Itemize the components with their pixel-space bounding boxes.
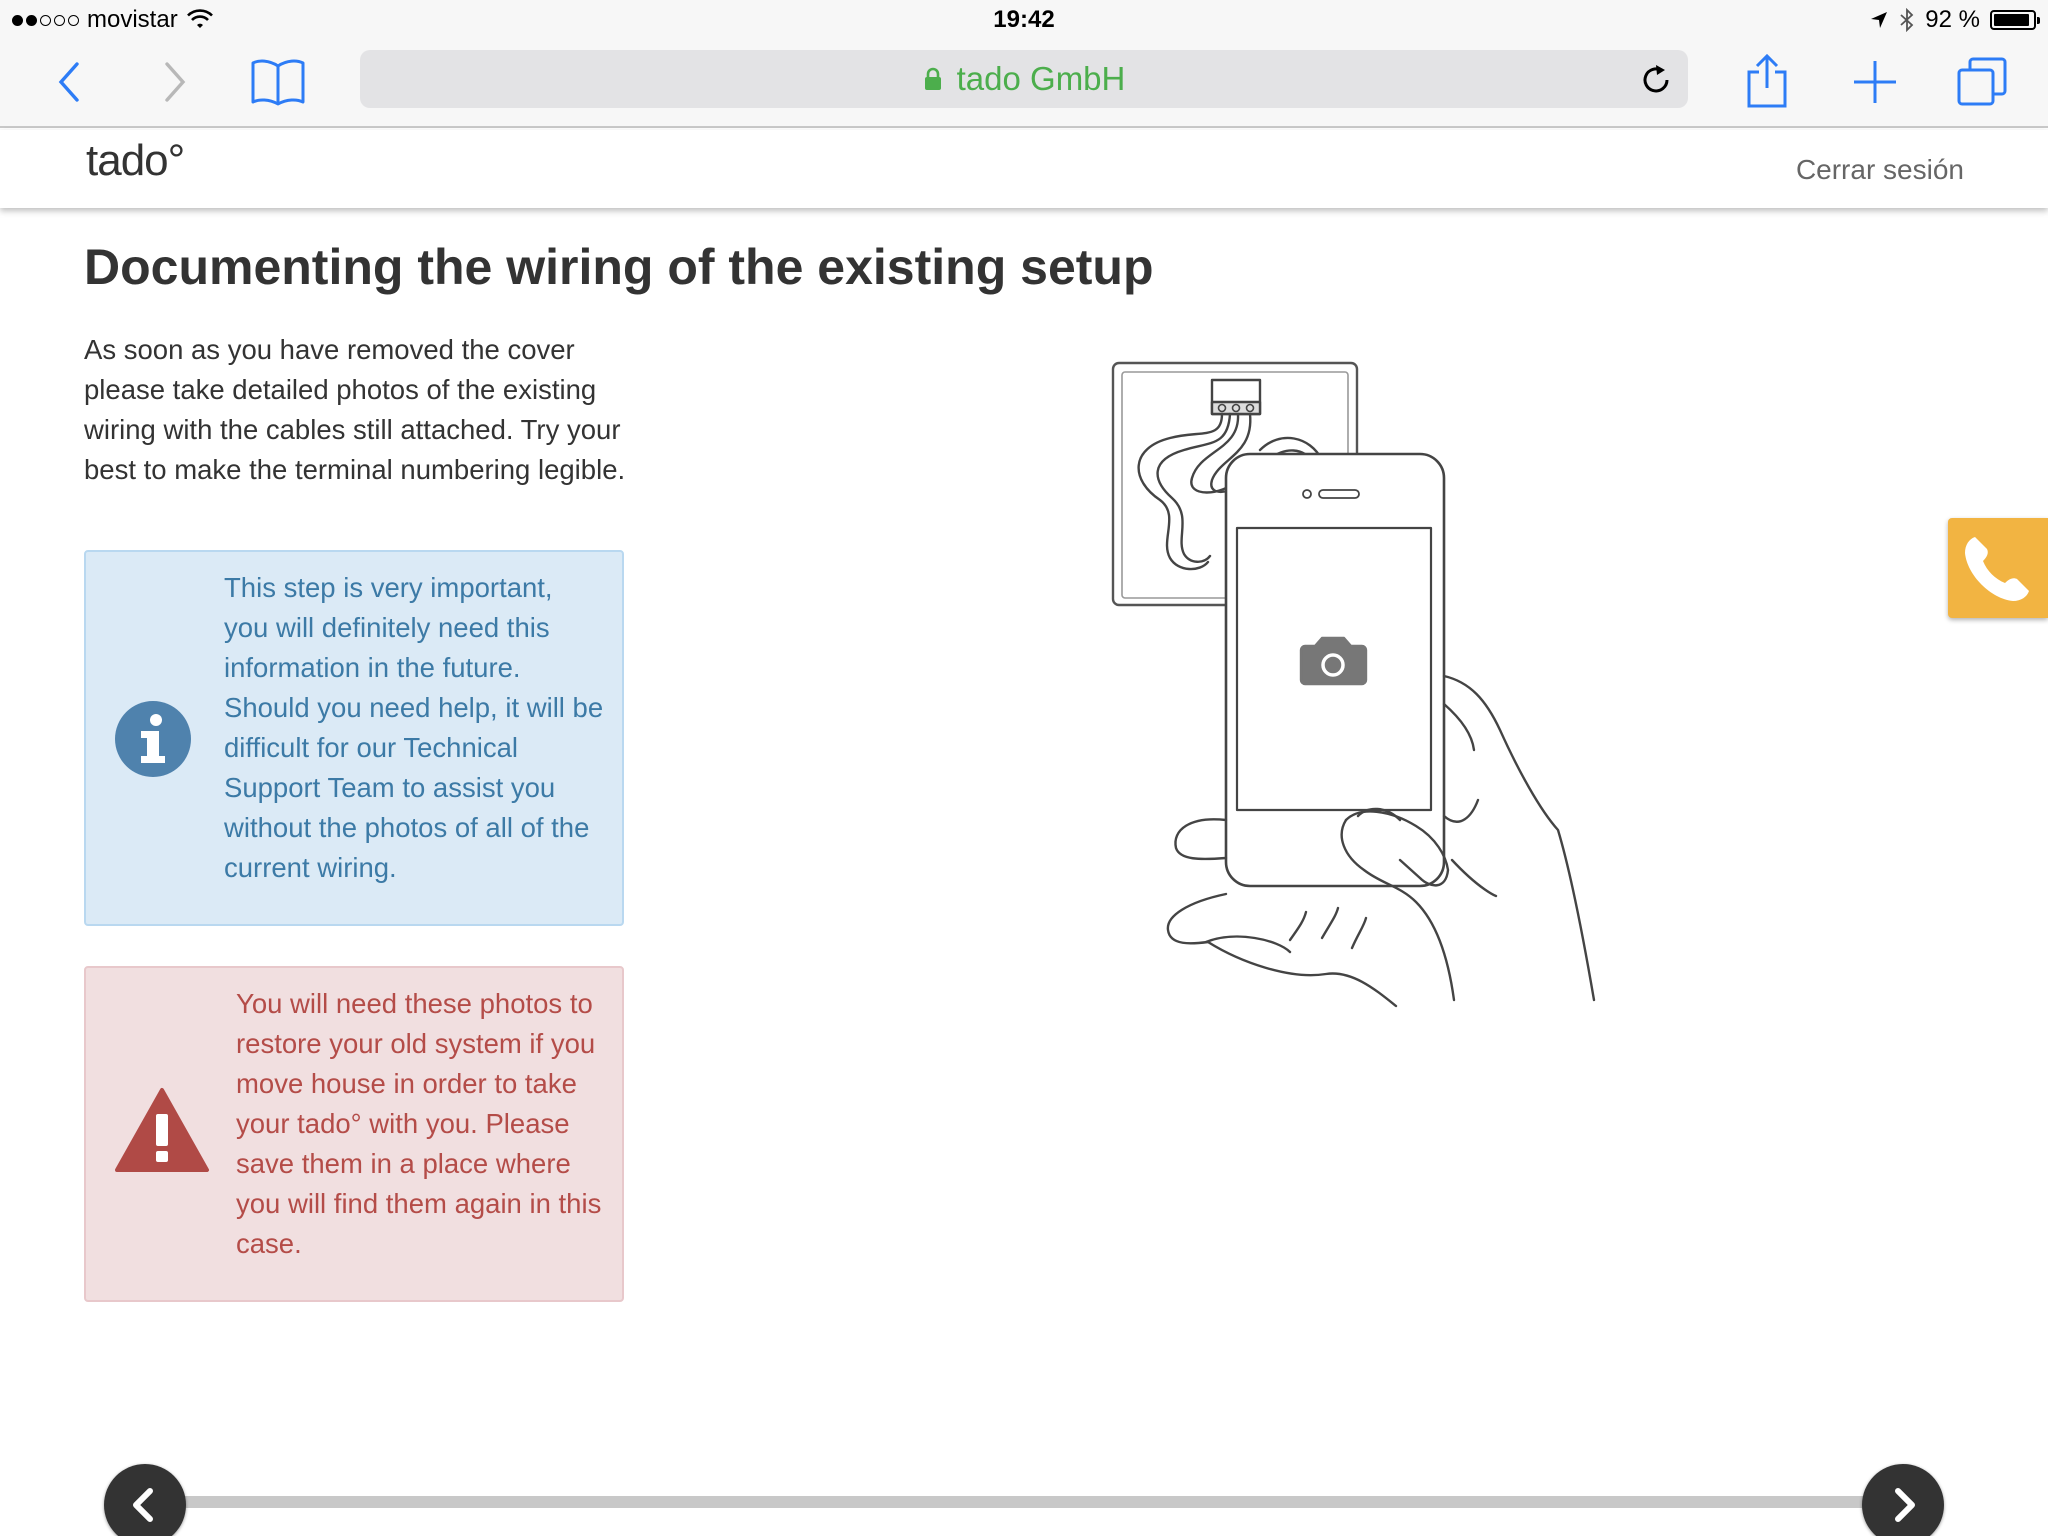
back-icon (55, 60, 85, 104)
chevron-right-icon (1883, 1485, 1923, 1525)
info-alert (84, 550, 624, 926)
clock: 19:42 (993, 6, 1055, 33)
logout-link[interactable]: Cerrar sesión (1795, 154, 1964, 185)
bookmarks-icon (249, 58, 307, 106)
info-alert-text: This step is very important, you will definitely need this information in the future. Should you need help, it will be difficult for our Technical Support Team to assist you without the photos of all of the current wiring. (224, 572, 604, 883)
warning-alert-text: You will need these photos to restore your old system if you move house in order to take your tado° with you. Please save them in a place where you will find them again in this case. (236, 988, 602, 1259)
forward-icon (159, 60, 189, 104)
intro-text: As soon as you have removed the cover please take detailed photos of the existing wiring with the cables still attached. Try your best to make the terminal numbering legible. (84, 334, 626, 485)
site-header (0, 130, 2048, 208)
address-url[interactable] (360, 50, 1688, 108)
share-icon (1745, 54, 1789, 110)
bookmarks-button[interactable] (246, 50, 310, 114)
battery-percent: 92 % (1925, 6, 1980, 33)
new-tab-button[interactable] (1843, 50, 1907, 114)
battery-icon (1990, 10, 2036, 30)
lock-icon (923, 67, 943, 91)
warning-alert (84, 966, 624, 1302)
call-support-button[interactable] (1948, 518, 2048, 618)
location-icon (1869, 10, 1889, 30)
address-text: tado GmbH (956, 60, 1126, 97)
browser-toolbar (0, 40, 2048, 128)
next-step-button[interactable] (1862, 1464, 1944, 1536)
status-bar (0, 0, 2048, 40)
info-icon (114, 700, 192, 778)
back-button[interactable] (38, 50, 102, 114)
share-button[interactable] (1735, 50, 1799, 114)
chevron-left-icon (125, 1485, 165, 1525)
page-title: Documenting the wiring of the existing setup (84, 239, 1154, 295)
reload-icon[interactable] (1638, 62, 1674, 98)
tado-logo[interactable]: tado° (86, 136, 185, 185)
tabs-icon (1956, 56, 2008, 108)
warning-icon (114, 1086, 210, 1174)
address-bar[interactable] (360, 50, 1688, 108)
carrier-label: movistar (87, 6, 178, 33)
previous-step-button[interactable] (104, 1464, 186, 1536)
phone-icon (1961, 531, 2035, 605)
status-right (1869, 6, 2036, 34)
wiring-photo-illustration (1100, 350, 1620, 1010)
step-progress-track (150, 1496, 1870, 1508)
tabs-button[interactable] (1950, 50, 2014, 114)
bluetooth-icon (1899, 8, 1915, 32)
forward-button[interactable] (142, 50, 206, 114)
new-tab-icon (1852, 59, 1898, 105)
